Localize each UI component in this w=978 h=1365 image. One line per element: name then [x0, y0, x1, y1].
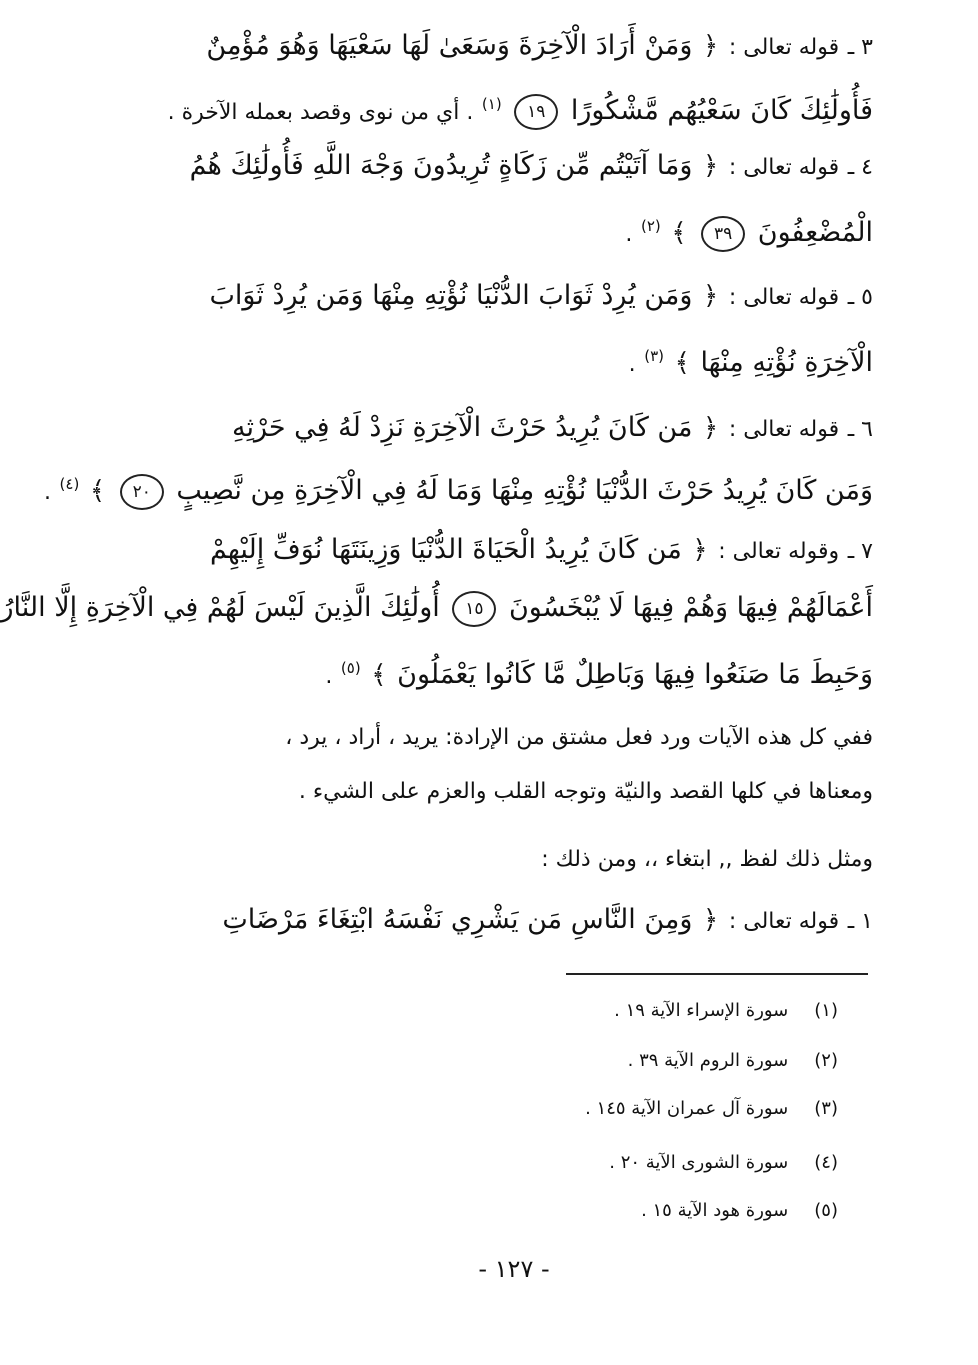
item-1-line-1 [130, 900, 873, 944]
footnote [490, 1094, 838, 1124]
item-5-line-1 [130, 276, 873, 320]
item-lead: قوله تعالى : [728, 909, 840, 934]
footnote-number: (١) [814, 1000, 838, 1021]
item-7-line-2 [0, 588, 873, 632]
ayah-number-marker: ٢٠ [120, 474, 164, 510]
page-number: - ١٢٧ - [478, 1255, 550, 1283]
footnote-text: سورة الروم الآية ٣٩ . [627, 1050, 789, 1071]
verse-text: وَمَنْ أَرَادَ الْآخِرَةَ وَسَعَىٰ لَهَا سَعْيَهَا وَهُوَ مُؤْمِنٌ [206, 30, 693, 61]
verse-text-continued: أُولَٰئِكَ الَّذِينَ لَيْسَ لَهُمْ فِي الْآخِرَةِ إِلَّا النَّارُ [0, 592, 440, 623]
ayah-number-marker: ١٥ [452, 591, 496, 627]
verse-close-bracket: ﴾ [89, 476, 106, 506]
footnote-reference: (٢) [640, 217, 661, 235]
verse-text: وَمَا آتَيْتُم مِّن زَكَاةٍ تُرِيدُونَ وَجْهَ اللَّهِ فَأُولَٰئِكَ هُمُ [189, 150, 693, 181]
item-lead: قوله تعالى : [728, 155, 840, 180]
item-3-line-1 [130, 26, 873, 70]
footnote-reference: (١) [481, 95, 502, 113]
footnote-reference: (٥) [340, 659, 361, 677]
footnote-number: (٢) [814, 1050, 838, 1071]
footnote-reference: (٣) [644, 347, 665, 365]
verse-text: فَأُولَٰئِكَ كَانَ سَعْيُهُم مَّشْكُورًا [570, 95, 873, 126]
footnote-number: (٣) [814, 1098, 838, 1119]
footnote-number: (٤) [814, 1152, 838, 1173]
item-4-line-1 [130, 146, 873, 190]
item-number: ٥ ـ [847, 285, 873, 310]
item-lead: قوله تعالى : [728, 285, 840, 310]
footnote [490, 1148, 838, 1178]
footnote-reference: (٤) [59, 475, 80, 493]
verse-text: وَمَن كَانَ يُرِيدُ حَرْثَ الدُّنْيَا نُؤْتِهِ مِنْهَا وَمَا لَهُ فِي الْآخِرَةِ مِن نَّصِيبٍ [176, 475, 873, 506]
verse-text: وَمَن يُرِدْ ثَوَابَ الدُّنْيَا نُؤْتِهِ مِنْهَا وَمَن يُرِدْ ثَوَابَ [209, 280, 693, 311]
footnote [490, 996, 838, 1026]
item-lead: قوله تعالى : [728, 35, 840, 60]
footnote-text: سورة الإسراء الآية ١٩ . [614, 1000, 789, 1021]
verse-text: مَن كَانَ يُرِيدُ الْحَيَاةَ الدُّنْيَا وَزِينَتَهَا نُوَفِّ إِلَيْهِمْ [209, 534, 682, 565]
verse-close-bracket: ﴾ [674, 348, 690, 378]
verse-open-bracket: ﴿ [703, 281, 719, 311]
item-number: ٧ ـ [847, 539, 873, 564]
footnote [490, 1196, 838, 1226]
verse-close-bracket: ﴾ [371, 660, 387, 690]
item-lead: وقوله تعالى : [718, 539, 840, 564]
item-number: ٦ ـ [847, 417, 873, 442]
verse-text: الْمُضْعِفُونَ [757, 217, 873, 248]
paragraph-line-2: ومعناها في كلها القصد والنيّة وتوجه القلب والعزم على الشيء . [298, 779, 873, 804]
verse-open-bracket: ﴿ [692, 535, 708, 565]
item-6-line-1 [130, 408, 873, 452]
item-4-line-2 [130, 206, 873, 250]
item-number: ١ ـ [847, 909, 873, 934]
verse-text: وَحَبِطَ مَا صَنَعُوا فِيهَا وَبَاطِلٌ مَّا كَانُوا يَعْمَلُونَ [397, 659, 873, 690]
item-3-line-2 [130, 84, 873, 128]
verse-open-bracket: ﴿ [703, 31, 719, 61]
commentary-text: . أي من نوى وقصد بعمله الآخرة . [167, 100, 474, 125]
verse-open-bracket: ﴿ [703, 413, 719, 443]
item-5-line-2 [130, 336, 873, 380]
footnote-text: سورة الشورى الآية ٢٠ . [609, 1152, 789, 1173]
verse-text: الْآخِرَةِ نُؤْتِهِ مِنْهَا [700, 347, 873, 378]
ayah-number-marker: ٣٩ [701, 216, 745, 252]
item-number: ٣ ـ [847, 35, 873, 60]
footnote-text: سورة آل عمران الآية ١٤٥ . [585, 1098, 789, 1119]
period: . [628, 352, 636, 377]
item-number: ٤ ـ [847, 155, 873, 180]
footnote [490, 1046, 838, 1076]
period: . [325, 664, 333, 689]
verse-text: أَعْمَالَهُمْ فِيهَا وَهُمْ فِيهَا لَا يُبْخَسُونَ [508, 592, 873, 623]
verse-text: مَن كَانَ يُرِيدُ حَرْثَ الْآخِرَةِ نَزِدْ لَهُ فِي حَرْثِهِ [231, 412, 693, 443]
verse-close-bracket: ﴾ [671, 218, 687, 248]
paragraph-line-1: ففي كل هذه الآيات ورد فعل مشتق من الإرادة: يريد ، أراد ، يرد ، [285, 725, 873, 750]
footnote-number: (٥) [814, 1200, 838, 1221]
item-6-line-2 [43, 464, 873, 508]
verse-open-bracket: ﴿ [703, 151, 719, 181]
item-lead: قوله تعالى : [728, 417, 840, 442]
footnote-text: سورة هود الآية ١٥ . [641, 1200, 789, 1221]
footnote-separator [566, 973, 868, 975]
verse-text: وَمِنَ النَّاسِ مَن يَشْرِي نَفْسَهُ ابْتِغَاءَ مَرْضَاتِ [222, 904, 693, 935]
item-7-line-1 [130, 530, 873, 574]
period: . [43, 480, 51, 505]
period: . [625, 222, 633, 247]
verse-open-bracket: ﴿ [703, 905, 719, 935]
item-7-line-3 [130, 648, 873, 692]
ayah-number-marker: ١٩ [514, 94, 558, 130]
example-intro: ومثل ذلك لفظ ,, ابتغاء ،، ومن ذلك : [541, 847, 873, 872]
